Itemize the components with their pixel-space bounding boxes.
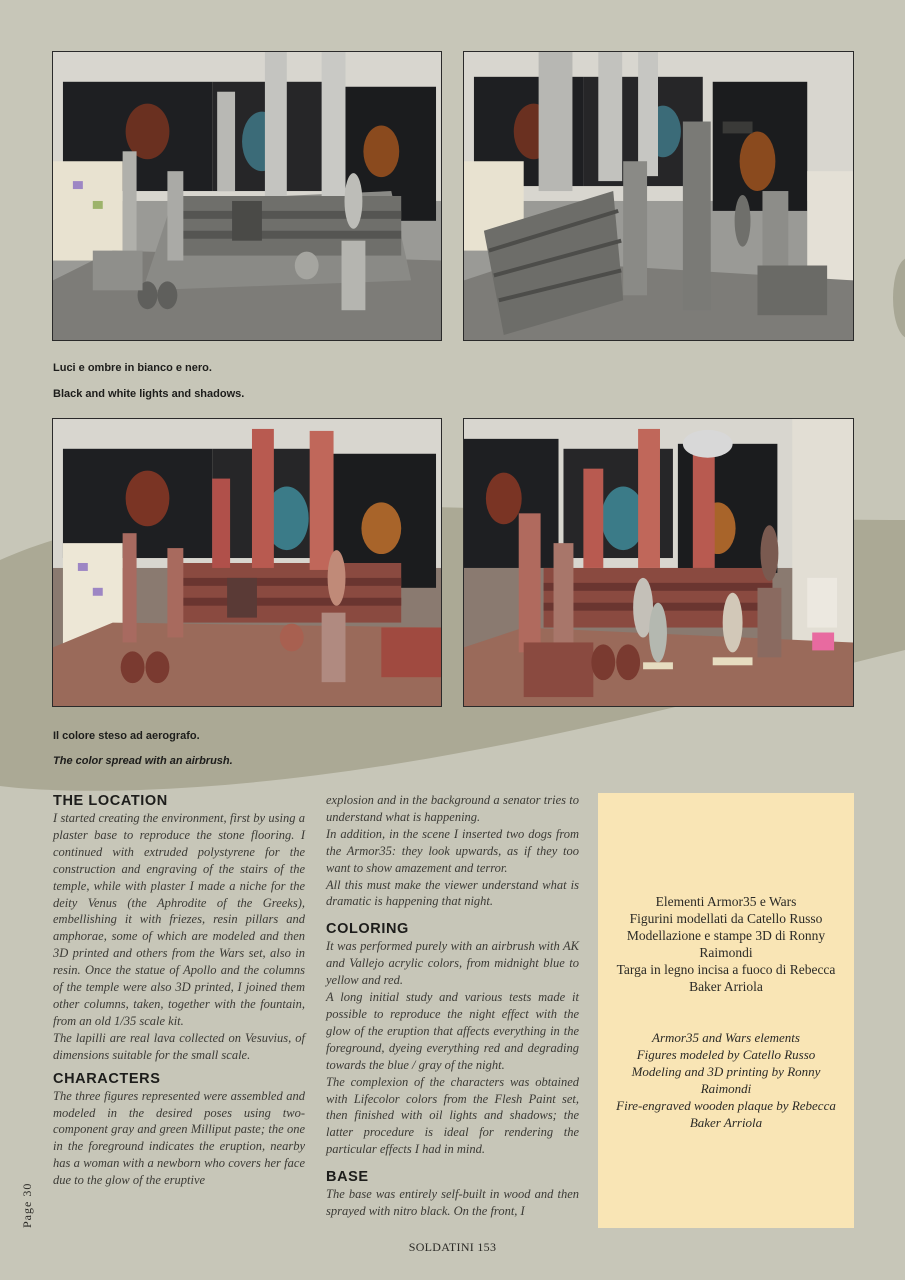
- credits-box: [598, 793, 854, 1228]
- column2-paragraph-3: All this must make the viewer understand what is dramatic is happening that night.: [326, 877, 579, 909]
- coloring-paragraph-3: The complexion of the characters was obtained with Lifecolor colors from the Flesh Paint set, then finished with oil lights and shadows; the latter procedure is ideal for rendering the particular effects I had in mind.: [326, 1074, 579, 1157]
- heading-characters: CHARACTERS: [53, 1070, 161, 1087]
- credit-it-line: Modellazione e stampe 3D di Ronny Raimondi: [626, 928, 826, 960]
- photo-bw-side: [463, 51, 854, 341]
- column2-paragraph-1: explosion and in the background a senator tries to understand what is happening.: [326, 793, 579, 824]
- column2-paragraph-2: In addition, in the scene I inserted two dogs from the Armor35: they look upwards, as if they too want to show amazement and terror.: [326, 826, 579, 875]
- location-paragraph-2: The lapilli are real lava collected on Vesuvius, of dimensions suitable for the small scale.: [53, 1030, 305, 1062]
- credit-en-line: Modeling and 3D printing by Ronny Raimondi: [631, 1064, 821, 1096]
- caption-bw-italian: Luci e ombre in bianco e nero.: [53, 362, 212, 374]
- text-column-2: [326, 792, 579, 1220]
- credit-en-line: Figures modeled by Catello Russo: [636, 1047, 816, 1062]
- base-paragraph-1: The base was entirely self-built in wood and then sprayed with nitro black. On the front, I: [326, 1187, 579, 1219]
- photo-color-figures: [463, 418, 854, 707]
- characters-paragraph-1: The three figures represented were assembled and modeled in the desired poses using two-component gray and green Milliput paste; the one in the foreground indicates the eruption, nearby has a woman with a newborn who covers her face due to the glow of the eruptive: [53, 1088, 305, 1188]
- location-paragraph-1: I started creating the environment, first by using a plaster base to reproduce the stone flooring. I continued with extruded polystyrene for the construction and engraving of the stairs of the temple, while with plaster I made a niche for the deity Venus (the Aphrodite of the Greeks), embellishing it with friezes, resin pillars and amphorae, some of which are modeled and then 3D printed and others from the Wars set, also in resin. Once the statue of Apollo and the columns of the temple were also 3D printed, I joined them other columns, taken, together with the fountain, from an old 1/35 scale kit.: [53, 811, 305, 1028]
- coloring-paragraph-2: A long initial study and various tests made it possible to reproduce the night effect with the glow of the eruption that affects everything in the foreground, dyeing everything red and degrading towards the blue / gray of the night.: [326, 990, 579, 1072]
- heading-coloring: COLORING: [326, 921, 409, 938]
- caption-bw-english: Black and white lights and shadows.: [53, 388, 245, 400]
- credit-en-line: Fire-engraved wooden plaque by Rebecca Baker Arriola: [616, 1098, 836, 1130]
- text-column-1: [53, 792, 305, 1189]
- credit-it-line: Targa in legno incisa a fuoco di Rebecca Baker Arriola: [616, 962, 836, 994]
- caption-color-italian: Il colore steso ad aerografo.: [53, 730, 200, 742]
- photo-color-front: [52, 418, 442, 707]
- credits-english: [608, 1029, 844, 1131]
- credit-en-line: Armor35 and Wars elements: [652, 1030, 800, 1045]
- credit-it-line: Elementi Armor35 e Wars: [655, 894, 797, 909]
- coloring-paragraph-1: It was performed purely with an airbrush with AK and Vallejo acrylic colors, from midnight blue to yellow and red.: [326, 939, 579, 988]
- caption-color-english: The color spread with an airbrush.: [53, 755, 233, 767]
- magazine-footer: SOLDATINI 153: [408, 1240, 497, 1254]
- page-number: Page 30: [20, 1182, 34, 1228]
- photo-bw-front: [52, 51, 442, 341]
- heading-base: BASE: [326, 1169, 369, 1186]
- heading-location: THE LOCATION: [53, 793, 168, 809]
- credits-italian: [608, 893, 844, 995]
- credit-it-line: Figurini modellati da Catello Russo: [629, 911, 823, 926]
